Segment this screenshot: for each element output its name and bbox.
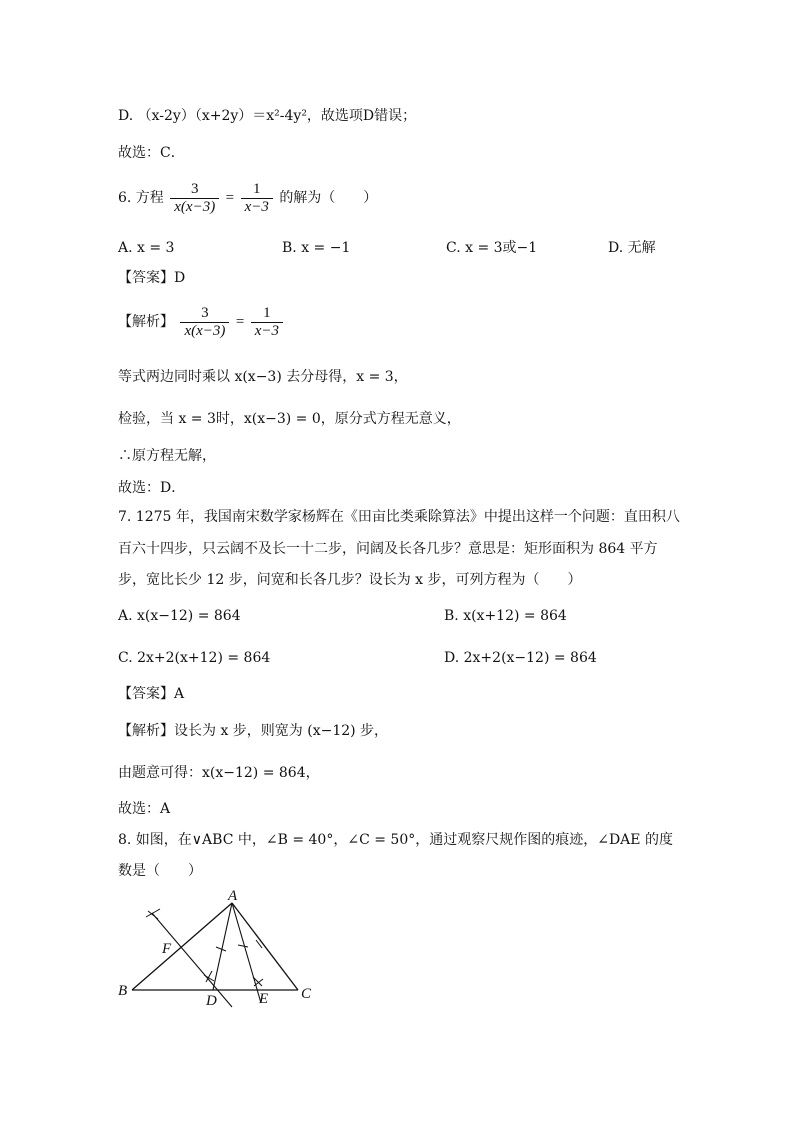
q6-number: 6. 方程 bbox=[118, 190, 164, 206]
q6-equals: = bbox=[225, 190, 235, 206]
q7-stem-line1: 7. 1275 年，我国南宋数学家杨辉在《田亩比类乘除算法》中提出这样一个问题：直田积八 bbox=[118, 509, 680, 525]
q6-analysis-lhs-denominator: x(x−3) bbox=[184, 322, 226, 339]
q7-step1: 由题意可得：x(x−12) = 864， bbox=[118, 765, 320, 781]
q6-lhs-numerator: 3 bbox=[170, 181, 219, 199]
q5-conclusion: 故选：C． bbox=[118, 145, 185, 161]
q7-analysis: 【解析】设长为 x 步，则宽为 (x−12) 步， bbox=[118, 723, 389, 739]
q6-step1: 等式两边同时乘以 x(x−3) 去分母得，x = 3， bbox=[118, 369, 408, 385]
q7-conclusion: 故选：A bbox=[118, 801, 171, 817]
q6-lhs-fraction bbox=[170, 181, 219, 216]
q6-lhs-denominator: x(x−3) bbox=[174, 198, 216, 215]
q6-option-d: D. 无解 bbox=[608, 240, 656, 256]
q6-rhs-denominator: x−3 bbox=[244, 198, 269, 215]
q6-rhs-fraction bbox=[241, 181, 273, 216]
q6-stem bbox=[118, 178, 377, 218]
q6-conclusion: 故选：D． bbox=[118, 480, 186, 496]
q6-step3: ∴原方程无解， bbox=[118, 448, 216, 464]
q8-label-e: E bbox=[259, 991, 269, 1007]
q6-analysis-lhs-fraction bbox=[180, 305, 229, 340]
q6-analysis-rhs-denominator: x−3 bbox=[254, 322, 280, 339]
q7-option-b: B. x(x+12) = 864 bbox=[444, 608, 567, 624]
q6-analysis bbox=[118, 302, 285, 342]
q7-option-a: A. x(x−12) = 864 bbox=[118, 608, 241, 624]
q7-stem-line2: 百六十四步，只云阔不及长一十二步，问阔及长各几步？意思是：矩形面积为 864 平方 bbox=[118, 541, 658, 557]
q8-stem-line2: 数是（ ） bbox=[118, 863, 202, 879]
q6-option-c: C. x = 3或−1 bbox=[446, 240, 538, 256]
q6-analysis-rhs-numerator: 1 bbox=[251, 305, 283, 323]
q6-rhs-numerator: 1 bbox=[241, 181, 273, 199]
q6-step2: 检验，当 x = 3时，x(x−3) = 0，原分式方程无意义， bbox=[118, 411, 461, 427]
q8-triangle-figure bbox=[110, 885, 330, 1015]
q8-label-c: C bbox=[301, 986, 312, 1002]
q6-stem-suffix: 的解为（ ） bbox=[279, 190, 378, 206]
q8-label-f: F bbox=[162, 941, 172, 957]
q7-answer: 【答案】A bbox=[118, 686, 185, 702]
q6-option-b: B. x = −1 bbox=[282, 240, 351, 256]
q6-analysis-label: 【解析】 bbox=[118, 314, 174, 330]
q8-stem-line1: 8. 如图，在∨ABC 中，∠B = 40°，∠C = 50°，通过观察尺规作图的痕迹，∠DAE 的度 bbox=[118, 832, 673, 848]
q8-label-d: D bbox=[206, 993, 217, 1009]
q6-option-a: A. x = 3 bbox=[118, 240, 175, 256]
q8-label-b: B bbox=[118, 983, 128, 999]
q8-label-a: A bbox=[228, 888, 238, 904]
q6-analysis-rhs-fraction bbox=[251, 305, 283, 340]
q6-analysis-lhs-numerator: 3 bbox=[180, 305, 229, 323]
q5-option-d: D. （x-2y）（x+2y）＝x²-4y²，故选项D错误； bbox=[118, 108, 417, 124]
q6-analysis-equals: = bbox=[235, 314, 245, 330]
q7-option-c: C. 2x+2(x+12) = 864 bbox=[118, 650, 271, 666]
q6-answer: 【答案】D bbox=[118, 270, 186, 286]
q7-stem-line3: 步，宽比长少 12 步，问宽和长各几步？设长为 x 步，可列方程为（ ） bbox=[118, 572, 582, 588]
q7-option-d: D. 2x+2(x−12) = 864 bbox=[444, 650, 597, 666]
